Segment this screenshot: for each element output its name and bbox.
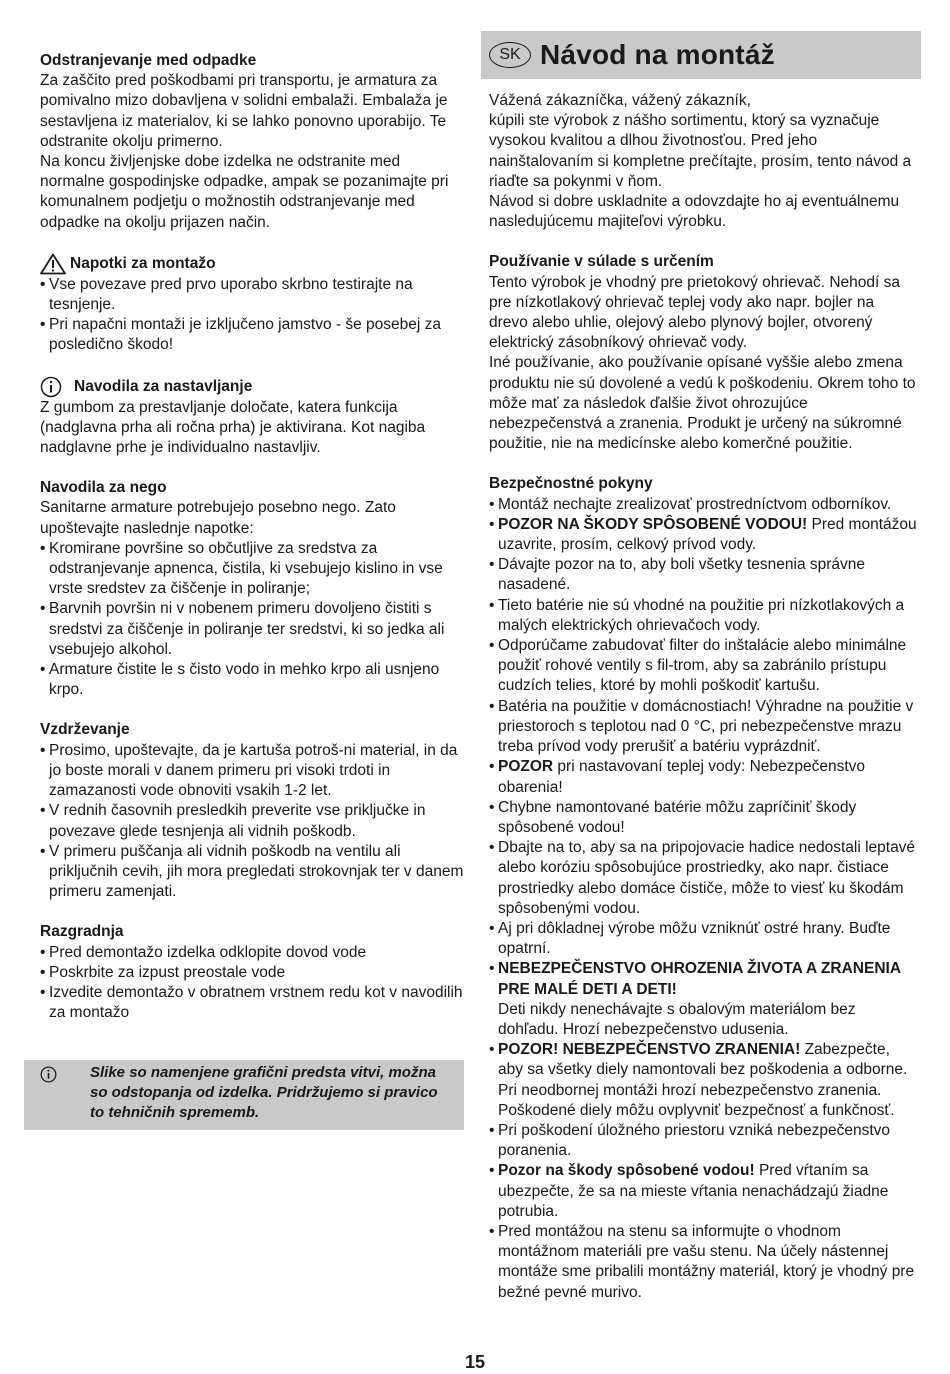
section-disposal	[40, 51, 465, 233]
bullet-list	[40, 943, 465, 1024]
page-header	[481, 31, 921, 79]
list-item: • Barvnih površin ni v nobenem primeru dovoljeno čistiti s sredstvi za čiščenje in poliranje ter sredstvi, ki so jedka ali vsebujejo alkohol.	[40, 599, 465, 660]
section-intended-use	[489, 252, 917, 454]
list-item: • Kromirane površine so občutljive za sredstva za odstranjevanje apnenca, čistila, ki vsebujejo kislino in vse vrste sredstev za čiščenje in poliranje;	[40, 539, 465, 600]
list-item: • Pri poškodení úložného priestoru vzniká nebezpečenstvo poranenia.	[489, 1121, 917, 1161]
paragraph: Za zaščito pred poškodbami pri transportu, je armatura za pomivalno mizo dobavljena v solidni embalaži. Embalaža je sestavljena iz materialov, ki se lahko ponovno uporabijo. Te odstranite okolju primerno.	[40, 72, 448, 150]
list-item: • Poskrbite za izpust preostale vode	[40, 963, 465, 983]
info-circle-icon	[40, 1066, 57, 1088]
language-badge: SK	[489, 42, 531, 68]
list-item: • Chybne namontované batérie môžu zapríčiniť škody spôsobené vodou!	[489, 798, 917, 838]
section-title-row	[40, 253, 465, 275]
list-item: • Aj pri dôkladnej výrobe môžu vzniknúť ostré hrany. Buďte opatrní.	[489, 919, 917, 959]
section-title: Vzdrževanje	[40, 721, 130, 739]
section-title: Navodila za nego	[40, 479, 167, 497]
note-text: Slike so namenjene grafični predsta vitvi, možna so odstopanja od izdelka. Pridržujemo si pravico to tehničnih sprememb.	[90, 1064, 438, 1122]
paragraph: kúpili ste výrobok z nášho sortimentu, ktorý sa vyznačuje vysokou kvalitou a dlhou životnosťou. Pred jeho nainštalovaním si kompletne prečítajte, prosím, tento návod a riaďte sa pokynmi v ňom.	[489, 112, 912, 190]
note-box	[24, 1060, 464, 1130]
section-mounting-notes	[40, 253, 465, 356]
list-item: • Pred montážou na stenu sa informujte o vhodnom montážnom materiáli pre vašu stenu. Na účely nástennej montáže sme pribalili montážny materiál, ktorý je vhodný pre bežné pevné murivo.	[489, 1222, 917, 1303]
list-item: • Vse povezave pred prvo uporabo skrbno testirajte na tesnjenje.	[40, 275, 465, 315]
section-disassembly	[40, 922, 465, 1023]
list-item: • NEBEZPEČENSTVO OHROZENIA ŽIVOTA A ZRANENIA PRE MALÉ DETI A DETI! Deti nikdy nenechávajte s obalovým materiálom bez dohľadu. Hrozí nebezpečenstvo udusenia.	[489, 959, 917, 1040]
section-safety	[489, 474, 917, 1302]
section-intro	[489, 91, 917, 232]
page-title: Návod na montáž	[540, 39, 775, 70]
list-item: • Dbajte na to, aby sa na pripojovacie hadice nedostali leptavé alebo koróziu spôsobujúce prostriedky, ako napr. čistiace prostriedky alebo domáce čističe, môže to viesť ku škodám spôsobenými vodou.	[489, 838, 917, 919]
list-item: • Dávajte pozor na to, aby boli všetky tesnenia správne nasadené.	[489, 555, 917, 595]
section-title: Odstranjevanje med odpadke	[40, 52, 257, 69]
section-title: Razgradnja	[40, 923, 124, 941]
greeting: Vážená zákazníčka, vážený zákazník,	[489, 92, 751, 109]
list-item: • V rednih časovnih presledkih preverite vse priključke in povezave glede tesnjenja ali vidnih poškodb.	[40, 801, 465, 841]
list-item: • POZOR NA ŠKODY SPÔSOBENÉ VODOU! Pred montážou uzavrite, prosím, celkový prívod vody.	[489, 515, 917, 555]
list-item: • Batéria na použitie v domácnostiach! Výhradne na použitie v priestoroch s teplotou nad 0 °C, pri nebezpečenstve mrazu treba prívod vody prerušiť a batériu vyprázdniť.	[489, 697, 917, 758]
section-adjustment	[40, 376, 465, 459]
section-title-row	[40, 376, 465, 398]
list-item: • Pred demontažo izdelka odklopite dovod vode	[40, 943, 465, 963]
section-title: Napotki za montažo	[70, 254, 216, 272]
section-care	[40, 478, 465, 700]
list-item: • V primeru puščanja ali vidnih poškodb na ventilu ali priključnih cevih, jih mora pregledati strokovnjak ter v danem primeru zamenjati.	[40, 842, 465, 903]
page-number: 15	[464, 1352, 486, 1372]
bullet-list	[40, 741, 465, 903]
paragraph: Návod si dobre uskladnite a odovzdajte ho aj eventuálnemu nasledujúcemu majiteľovi výrobku.	[489, 193, 900, 231]
list-item: • Izvedite demontažo v obratnem vrstnem redu kot v navodilih za montažo	[40, 983, 465, 1023]
list-item: • POZOR! NEBEZPEČENSTVO ZRANENIA! Zabezpečte, aby sa všetky diely namontovali bez poškodenia a odborne. Pri neodbornej montáži hrozí nebezpečenstvo zranenia. Poškodené diely môžu ovplyvniť bezpečnosť a funkčnosť.	[489, 1040, 917, 1121]
list-item: • Pozor na škody spôsobené vodou! Pred vŕtaním sa ubezpečte, že sa na mieste vŕtania nenachádzajú žiadne potrubia.	[489, 1161, 917, 1222]
info-circle-icon	[40, 376, 62, 398]
left-column	[40, 51, 465, 1023]
paragraph: Z gumbom za prestavljanje določate, katera funkcija (nadglavna prha ali ročna prha) je aktivirana. Kot nagiba nadglavne prhe je individualno nastavljiv.	[40, 398, 426, 457]
paragraph: Tento výrobok je vhodný pre prietokový ohrievač. Nehodí sa pre nízkotlakový ohrievač teplej vody ako napr. bojler na drevo alebo uhlie, olejový alebo plynový bojler, otvorený elektrický zásobníkový ohrievač vody.	[489, 273, 900, 352]
section-title: Navodila za nastavljanje	[74, 377, 253, 395]
warning-triangle-icon	[40, 253, 66, 275]
bullet-list	[489, 495, 917, 1303]
list-item: • Prosimo, upoštevajte, da je kartuša potroš-ni material, in da jo boste morali v danem primeru pri visoki trdoti in zamazanosti vode obnoviti vsakih 1-2 let.	[40, 741, 465, 802]
list-item: • POZOR pri nastavovaní teplej vody: Nebezpečenstvo obarenia!	[489, 757, 917, 797]
section-title: Používanie v súlade s určením	[489, 253, 714, 271]
bullet-list	[40, 539, 465, 701]
right-column	[489, 91, 917, 1303]
bullet-list	[40, 275, 465, 356]
paragraph: Na koncu življenjske dobe izdelka ne odstranite med normalne gospodinjske odpadke, ampak se pozanimajte pri komunalnem podjetju o možnostih odstranjevanje med odpadke na okolju prijazen način.	[40, 153, 449, 231]
list-item: • Pri napačni montaži je izključeno jamstvo - še posebej za posledično škodo!	[40, 315, 465, 355]
list-item: • Montáž nechajte zrealizovať prostredníctvom odborníkov.	[489, 495, 917, 515]
paragraph: Sanitarne armature potrebujejo posebno nego. Zato upoštevajte naslednje napotke:	[40, 499, 396, 537]
paragraph: Iné používanie, ako používanie opísané vyššie alebo zmena produktu nie sú dovolené a vedú k poškodeniu. Okrem toho to môže mať za následok ďalšie život ohrozujúce nebezpečenstvá a zranenia. Produkt je určený na súkromné použitie, nie na medicínske alebo komerčné použitie.	[489, 354, 916, 453]
list-item: • Odporúčame zabudovať filter do inštalácie alebo minimálne použiť rohové ventily s fil-trom, aby sa zabránilo prístupu cudzích telies, ktoré by mohli poškodiť kartušu.	[489, 636, 917, 697]
section-title: Bezpečnostné pokyny	[489, 475, 653, 493]
list-item: • Armature čistite le s čisto vodo in mehko krpo ali usnjeno krpo.	[40, 660, 465, 700]
section-maintenance	[40, 720, 465, 902]
list-item: • Tieto batérie nie sú vhodné na použitie pri nízkotlakových a malých elektrických ohrievačoch vody.	[489, 596, 917, 636]
